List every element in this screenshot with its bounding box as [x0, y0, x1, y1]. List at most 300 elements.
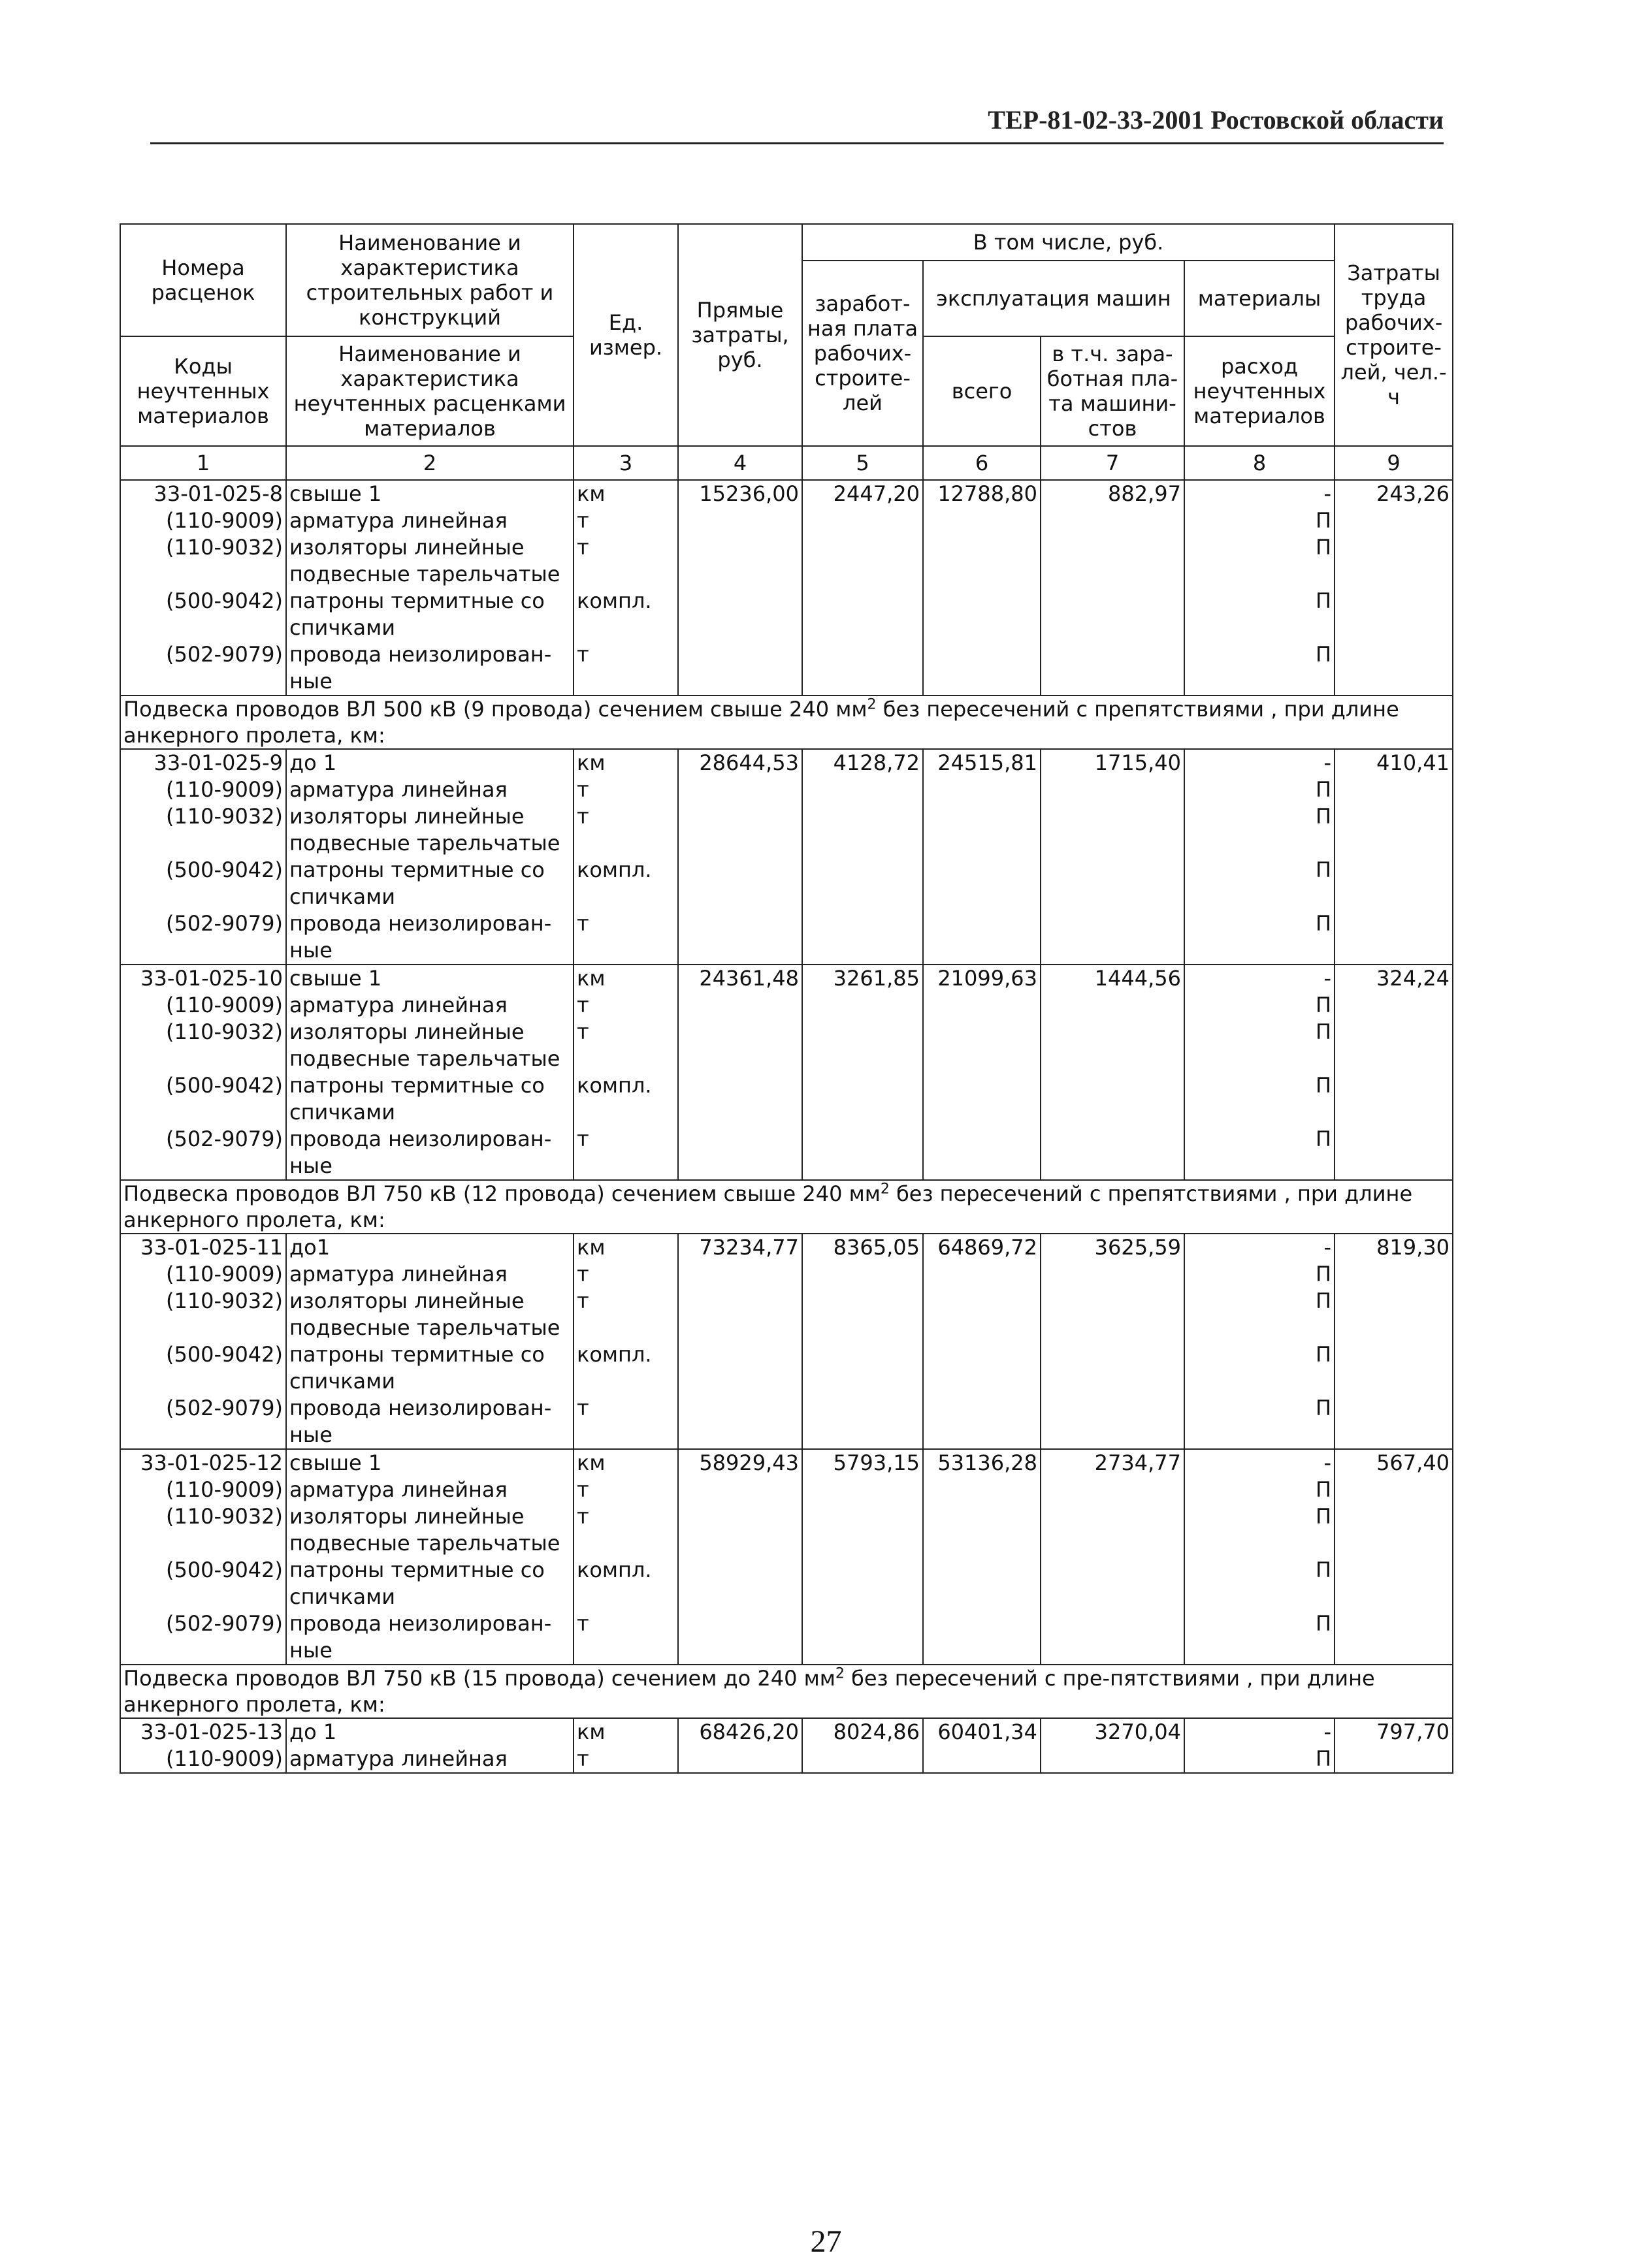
material-name: патроны термитные со спичками — [286, 1072, 574, 1126]
empty-cell — [678, 910, 802, 965]
empty-cell — [923, 507, 1041, 534]
empty-cell — [678, 1072, 802, 1126]
empty-cell — [1041, 507, 1184, 534]
material-mark: П — [1184, 588, 1335, 641]
machines-value: 12788,80 — [923, 480, 1041, 507]
labor-value: 410,41 — [1335, 749, 1453, 776]
material-unit: т — [574, 534, 678, 588]
materials-value: - — [1184, 1718, 1335, 1746]
materials-value: - — [1184, 1234, 1335, 1261]
material-unit: компл. — [574, 1557, 678, 1610]
material-row — [120, 507, 1453, 534]
empty-cell — [1041, 776, 1184, 803]
rate-code: 33-01-025-8 — [120, 480, 286, 507]
material-row — [120, 1261, 1453, 1288]
material-name: арматура линейная — [286, 1261, 574, 1288]
empty-cell — [923, 641, 1041, 695]
empty-cell — [923, 1503, 1041, 1557]
machines-value: 24515,81 — [923, 749, 1041, 776]
machines-value: 21099,63 — [923, 965, 1041, 992]
header-material-name: Наименование и характеристика неучтенных расценками материалов — [286, 336, 574, 446]
empty-cell — [1041, 534, 1184, 588]
material-mark: П — [1184, 507, 1335, 534]
wages-value: 8024,86 — [802, 1718, 923, 1746]
material-mark: П — [1184, 641, 1335, 695]
material-unit: компл. — [574, 1072, 678, 1126]
machinist-wages-value: 3625,59 — [1041, 1234, 1184, 1261]
empty-cell — [923, 910, 1041, 965]
material-row — [120, 1019, 1453, 1072]
header-rule — [150, 142, 1444, 144]
empty-cell — [1335, 588, 1453, 641]
material-unit: т — [574, 992, 678, 1019]
direct-costs-value: 24361,48 — [678, 965, 802, 992]
material-unit: т — [574, 1395, 678, 1449]
material-unit: т — [574, 507, 678, 534]
materials-value: - — [1184, 965, 1335, 992]
empty-cell — [678, 1288, 802, 1341]
material-code: (500-9042) — [120, 1557, 286, 1610]
empty-cell — [1335, 507, 1453, 534]
empty-cell — [802, 992, 923, 1019]
rate-name: свыше 1 — [286, 1449, 574, 1477]
material-unit: т — [574, 776, 678, 803]
material-code: (110-9009) — [120, 1261, 286, 1288]
machinist-wages-value: 882,97 — [1041, 480, 1184, 507]
empty-cell — [678, 1477, 802, 1503]
section-heading-text-continued: без пересечений с пре-пятствиями , при длине анкерного пролета, км: — [123, 1666, 1375, 1717]
material-unit: т — [574, 910, 678, 965]
empty-cell — [802, 588, 923, 641]
material-name: изоляторы линейные подвесные тарельчатые — [286, 534, 574, 588]
empty-cell — [1041, 1477, 1184, 1503]
machines-value: 60401,34 — [923, 1718, 1041, 1746]
rate-name: свыше 1 — [286, 480, 574, 507]
material-row — [120, 992, 1453, 1019]
material-unit: т — [574, 1261, 678, 1288]
section-heading-text-continued: без пересечений с препятствиями , при длине анкерного пролета, км: — [123, 697, 1399, 748]
rate-unit: км — [574, 480, 678, 507]
empty-cell — [678, 1746, 802, 1773]
material-mark: П — [1184, 1610, 1335, 1665]
material-name: провода неизолирован-ные — [286, 910, 574, 965]
section-heading-text: Подвеска проводов ВЛ 500 кВ (9 провода) сечением свыше 240 мм — [123, 697, 867, 722]
section-heading-superscript: 2 — [880, 1181, 890, 1198]
material-code: (110-9009) — [120, 1746, 286, 1773]
material-mark: П — [1184, 803, 1335, 857]
material-mark: П — [1184, 1477, 1335, 1503]
column-number: 6 — [923, 446, 1041, 480]
empty-cell — [678, 507, 802, 534]
empty-cell — [923, 1019, 1041, 1072]
rate-code: 33-01-025-11 — [120, 1234, 286, 1261]
empty-cell — [1041, 1503, 1184, 1557]
material-code: (110-9009) — [120, 507, 286, 534]
material-row — [120, 1477, 1453, 1503]
empty-cell — [923, 1610, 1041, 1665]
material-name: патроны термитные со спичками — [286, 588, 574, 641]
section-heading-superscript: 2 — [867, 696, 877, 713]
section-heading — [120, 1180, 1453, 1234]
material-unit: компл. — [574, 857, 678, 910]
material-name: провода неизолирован-ные — [286, 641, 574, 695]
material-code: (110-9032) — [120, 1503, 286, 1557]
empty-cell — [1041, 1557, 1184, 1610]
material-row — [120, 1610, 1453, 1665]
materials-value: - — [1184, 749, 1335, 776]
machinist-wages-value: 2734,77 — [1041, 1449, 1184, 1477]
machinist-wages-value: 3270,04 — [1041, 1718, 1184, 1746]
column-number: 7 — [1041, 446, 1184, 480]
rate-unit: км — [574, 1234, 678, 1261]
empty-cell — [802, 910, 923, 965]
empty-cell — [802, 776, 923, 803]
table-body — [120, 446, 1453, 1773]
material-code: (502-9079) — [120, 1610, 286, 1665]
column-number: 8 — [1184, 446, 1335, 480]
material-name: изоляторы линейные подвесные тарельчатые — [286, 1288, 574, 1341]
empty-cell — [923, 1746, 1041, 1773]
document-title: ТЕР-81-02-33-2001 Ростовской области — [988, 105, 1444, 135]
material-name: арматура линейная — [286, 992, 574, 1019]
empty-cell — [1335, 910, 1453, 965]
empty-cell — [1335, 1477, 1453, 1503]
column-number: 1 — [120, 446, 286, 480]
rate-name: до 1 — [286, 1718, 574, 1746]
section-heading-superscript: 2 — [835, 1665, 845, 1682]
empty-cell — [1335, 992, 1453, 1019]
header-rate-numbers: Номера расценок — [120, 224, 286, 336]
empty-cell — [1041, 803, 1184, 857]
table-header — [120, 224, 1453, 446]
material-row — [120, 588, 1453, 641]
empty-cell — [923, 1341, 1041, 1395]
material-row — [120, 1503, 1453, 1557]
wages-value: 3261,85 — [802, 965, 923, 992]
wages-value: 5793,15 — [802, 1449, 923, 1477]
empty-cell — [678, 803, 802, 857]
empty-cell — [1041, 1019, 1184, 1072]
material-unit: т — [574, 1288, 678, 1341]
material-mark: П — [1184, 1261, 1335, 1288]
material-code: (500-9042) — [120, 857, 286, 910]
wages-value: 8365,05 — [802, 1234, 923, 1261]
empty-cell — [923, 992, 1041, 1019]
header-labor: Затраты труда рабочих-строите-лей, чел.-ч — [1335, 224, 1453, 446]
rate-row — [120, 480, 1453, 507]
material-code: (502-9079) — [120, 1126, 286, 1180]
empty-cell — [1041, 1261, 1184, 1288]
empty-cell — [1335, 1072, 1453, 1126]
machines-value: 64869,72 — [923, 1234, 1041, 1261]
rate-name: до1 — [286, 1234, 574, 1261]
empty-cell — [923, 1261, 1041, 1288]
material-code: (110-9032) — [120, 534, 286, 588]
empty-cell — [923, 803, 1041, 857]
section-heading-text: Подвеска проводов ВЛ 750 кВ (15 провода) сечением до 240 мм — [123, 1666, 835, 1691]
empty-cell — [802, 1557, 923, 1610]
empty-cell — [802, 1341, 923, 1395]
material-row — [120, 776, 1453, 803]
rate-row — [120, 965, 1453, 992]
column-number: 2 — [286, 446, 574, 480]
direct-costs-value: 58929,43 — [678, 1449, 802, 1477]
material-unit: т — [574, 1477, 678, 1503]
empty-cell — [1335, 1341, 1453, 1395]
empty-cell — [923, 1072, 1041, 1126]
material-name: изоляторы линейные подвесные тарельчатые — [286, 1503, 574, 1557]
material-name: патроны термитные со спичками — [286, 1341, 574, 1395]
material-row — [120, 534, 1453, 588]
material-code: (110-9032) — [120, 1019, 286, 1072]
empty-cell — [802, 1395, 923, 1449]
material-code: (110-9032) — [120, 1288, 286, 1341]
empty-cell — [1041, 1072, 1184, 1126]
material-name: арматура линейная — [286, 1477, 574, 1503]
material-mark: П — [1184, 1126, 1335, 1180]
material-name: провода неизолирован-ные — [286, 1610, 574, 1665]
material-mark: П — [1184, 1072, 1335, 1126]
material-name: арматура линейная — [286, 507, 574, 534]
material-mark: П — [1184, 1395, 1335, 1449]
empty-cell — [678, 1503, 802, 1557]
rate-row — [120, 1718, 1453, 1746]
empty-cell — [1335, 1557, 1453, 1610]
material-unit: т — [574, 803, 678, 857]
material-row — [120, 1557, 1453, 1610]
section-heading-row — [120, 1665, 1453, 1718]
material-mark: П — [1184, 776, 1335, 803]
empty-cell — [1041, 1126, 1184, 1180]
material-row — [120, 1341, 1453, 1395]
empty-cell — [678, 1261, 802, 1288]
empty-cell — [1335, 1288, 1453, 1341]
machinist-wages-value: 1444,56 — [1041, 965, 1184, 992]
empty-cell — [678, 641, 802, 695]
material-mark: П — [1184, 1503, 1335, 1557]
empty-cell — [1041, 992, 1184, 1019]
empty-cell — [802, 1126, 923, 1180]
empty-cell — [678, 1341, 802, 1395]
empty-cell — [1335, 1261, 1453, 1288]
material-mark: П — [1184, 534, 1335, 588]
material-mark: П — [1184, 1288, 1335, 1341]
material-row — [120, 1746, 1453, 1773]
column-number: 3 — [574, 446, 678, 480]
material-row — [120, 1072, 1453, 1126]
wages-value: 4128,72 — [802, 749, 923, 776]
material-code: (500-9042) — [120, 1072, 286, 1126]
empty-cell — [678, 534, 802, 588]
material-code: (110-9009) — [120, 992, 286, 1019]
empty-cell — [678, 1019, 802, 1072]
column-number: 9 — [1335, 446, 1453, 480]
labor-value: 567,40 — [1335, 1449, 1453, 1477]
rates-table — [120, 223, 1453, 1774]
section-heading-text-continued: без пересечений с препятствиями , при длине анкерного пролета, км: — [123, 1181, 1413, 1232]
wages-value: 2447,20 — [802, 480, 923, 507]
material-mark: П — [1184, 1341, 1335, 1395]
header-direct-costs: Прямые затраты, руб. — [678, 224, 802, 446]
empty-cell — [923, 1126, 1041, 1180]
empty-cell — [678, 588, 802, 641]
labor-value: 819,30 — [1335, 1234, 1453, 1261]
empty-cell — [678, 857, 802, 910]
empty-cell — [923, 776, 1041, 803]
rate-code: 33-01-025-10 — [120, 965, 286, 992]
empty-cell — [802, 507, 923, 534]
direct-costs-value: 28644,53 — [678, 749, 802, 776]
empty-cell — [802, 1261, 923, 1288]
page-number: 27 — [810, 2224, 842, 2259]
material-code: (502-9079) — [120, 1395, 286, 1449]
rate-row — [120, 749, 1453, 776]
empty-cell — [1041, 910, 1184, 965]
rate-code: 33-01-025-9 — [120, 749, 286, 776]
material-code: (500-9042) — [120, 588, 286, 641]
empty-cell — [1335, 776, 1453, 803]
rate-code: 33-01-025-12 — [120, 1449, 286, 1477]
empty-cell — [923, 1288, 1041, 1341]
rate-unit: км — [574, 1449, 678, 1477]
rate-unit: км — [574, 965, 678, 992]
rate-unit: км — [574, 1718, 678, 1746]
empty-cell — [1041, 1341, 1184, 1395]
empty-cell — [923, 534, 1041, 588]
empty-cell — [923, 588, 1041, 641]
empty-cell — [802, 803, 923, 857]
material-code: (500-9042) — [120, 1341, 286, 1395]
material-unit: т — [574, 1503, 678, 1557]
section-heading-row — [120, 695, 1453, 749]
empty-cell — [1335, 1610, 1453, 1665]
empty-cell — [1335, 1746, 1453, 1773]
empty-cell — [678, 1126, 802, 1180]
material-row — [120, 857, 1453, 910]
empty-cell — [802, 857, 923, 910]
material-name: провода неизолирован-ные — [286, 1126, 574, 1180]
material-name: арматура линейная — [286, 1746, 574, 1773]
section-heading-text: Подвеска проводов ВЛ 750 кВ (12 провода) сечением свыше 240 мм — [123, 1181, 881, 1206]
empty-cell — [923, 1557, 1041, 1610]
header-wages: заработ-ная плата рабочих-строите-лей — [802, 261, 923, 446]
empty-cell — [802, 1477, 923, 1503]
empty-cell — [678, 1610, 802, 1665]
material-row — [120, 910, 1453, 965]
material-row — [120, 1126, 1453, 1180]
material-row — [120, 803, 1453, 857]
empty-cell — [802, 534, 923, 588]
material-row — [120, 1395, 1453, 1449]
rate-row — [120, 1234, 1453, 1261]
material-name: провода неизолирован-ные — [286, 1395, 574, 1449]
empty-cell — [802, 641, 923, 695]
material-name: патроны термитные со спичками — [286, 857, 574, 910]
material-code: (110-9009) — [120, 776, 286, 803]
empty-cell — [1041, 1746, 1184, 1773]
column-number: 5 — [802, 446, 923, 480]
empty-cell — [802, 1746, 923, 1773]
section-heading — [120, 1665, 1453, 1718]
material-mark: П — [1184, 857, 1335, 910]
material-code: (110-9032) — [120, 803, 286, 857]
material-name: патроны термитные со спичками — [286, 1557, 574, 1610]
header-work-name: Наименование и характеристика строительных работ и конструкций — [286, 224, 574, 336]
labor-value: 324,24 — [1335, 965, 1453, 992]
header-machines-total: всего — [923, 336, 1041, 446]
empty-cell — [1041, 857, 1184, 910]
empty-cell — [1335, 1019, 1453, 1072]
material-unit: т — [574, 1610, 678, 1665]
material-mark: П — [1184, 1019, 1335, 1072]
empty-cell — [802, 1610, 923, 1665]
material-unit: компл. — [574, 588, 678, 641]
header-machines: эксплуатация машин — [923, 261, 1184, 336]
material-mark: П — [1184, 1746, 1335, 1773]
empty-cell — [1335, 1126, 1453, 1180]
direct-costs-value: 15236,00 — [678, 480, 802, 507]
empty-cell — [802, 1288, 923, 1341]
rate-code: 33-01-025-13 — [120, 1718, 286, 1746]
material-row — [120, 1288, 1453, 1341]
empty-cell — [1041, 1610, 1184, 1665]
empty-cell — [678, 1557, 802, 1610]
column-numbers-row — [120, 446, 1453, 480]
material-code: (110-9009) — [120, 1477, 286, 1503]
empty-cell — [923, 1395, 1041, 1449]
section-heading — [120, 695, 1453, 749]
material-mark: П — [1184, 992, 1335, 1019]
material-mark: П — [1184, 910, 1335, 965]
material-row — [120, 641, 1453, 695]
section-heading-row — [120, 1180, 1453, 1234]
empty-cell — [1335, 641, 1453, 695]
material-name: изоляторы линейные подвесные тарельчатые — [286, 803, 574, 857]
empty-cell — [802, 1019, 923, 1072]
rate-name: до 1 — [286, 749, 574, 776]
empty-cell — [802, 1503, 923, 1557]
empty-cell — [1041, 1288, 1184, 1341]
material-mark: П — [1184, 1557, 1335, 1610]
empty-cell — [1041, 1395, 1184, 1449]
rate-row — [120, 1449, 1453, 1477]
materials-value: - — [1184, 1449, 1335, 1477]
empty-cell — [1041, 588, 1184, 641]
empty-cell — [1041, 641, 1184, 695]
header-including: В том числе, руб. — [802, 224, 1335, 261]
header-unit: Ед. измер. — [574, 224, 678, 446]
empty-cell — [802, 1072, 923, 1126]
material-unit: т — [574, 1746, 678, 1773]
header-materials: материалы — [1184, 261, 1335, 336]
material-unit: т — [574, 1126, 678, 1180]
labor-value: 243,26 — [1335, 480, 1453, 507]
header-machinist-wages: в т.ч. зара-ботная пла-та машини-стов — [1041, 336, 1184, 446]
material-unit: т — [574, 641, 678, 695]
machines-value: 53136,28 — [923, 1449, 1041, 1477]
material-code: (502-9079) — [120, 910, 286, 965]
machinist-wages-value: 1715,40 — [1041, 749, 1184, 776]
empty-cell — [678, 776, 802, 803]
rate-unit: км — [574, 749, 678, 776]
material-unit: компл. — [574, 1341, 678, 1395]
material-name: изоляторы линейные подвесные тарельчатые — [286, 1019, 574, 1072]
header-material-codes: Коды неучтенных материалов — [120, 336, 286, 446]
direct-costs-value: 68426,20 — [678, 1718, 802, 1746]
empty-cell — [1335, 1395, 1453, 1449]
direct-costs-value: 73234,77 — [678, 1234, 802, 1261]
empty-cell — [923, 857, 1041, 910]
